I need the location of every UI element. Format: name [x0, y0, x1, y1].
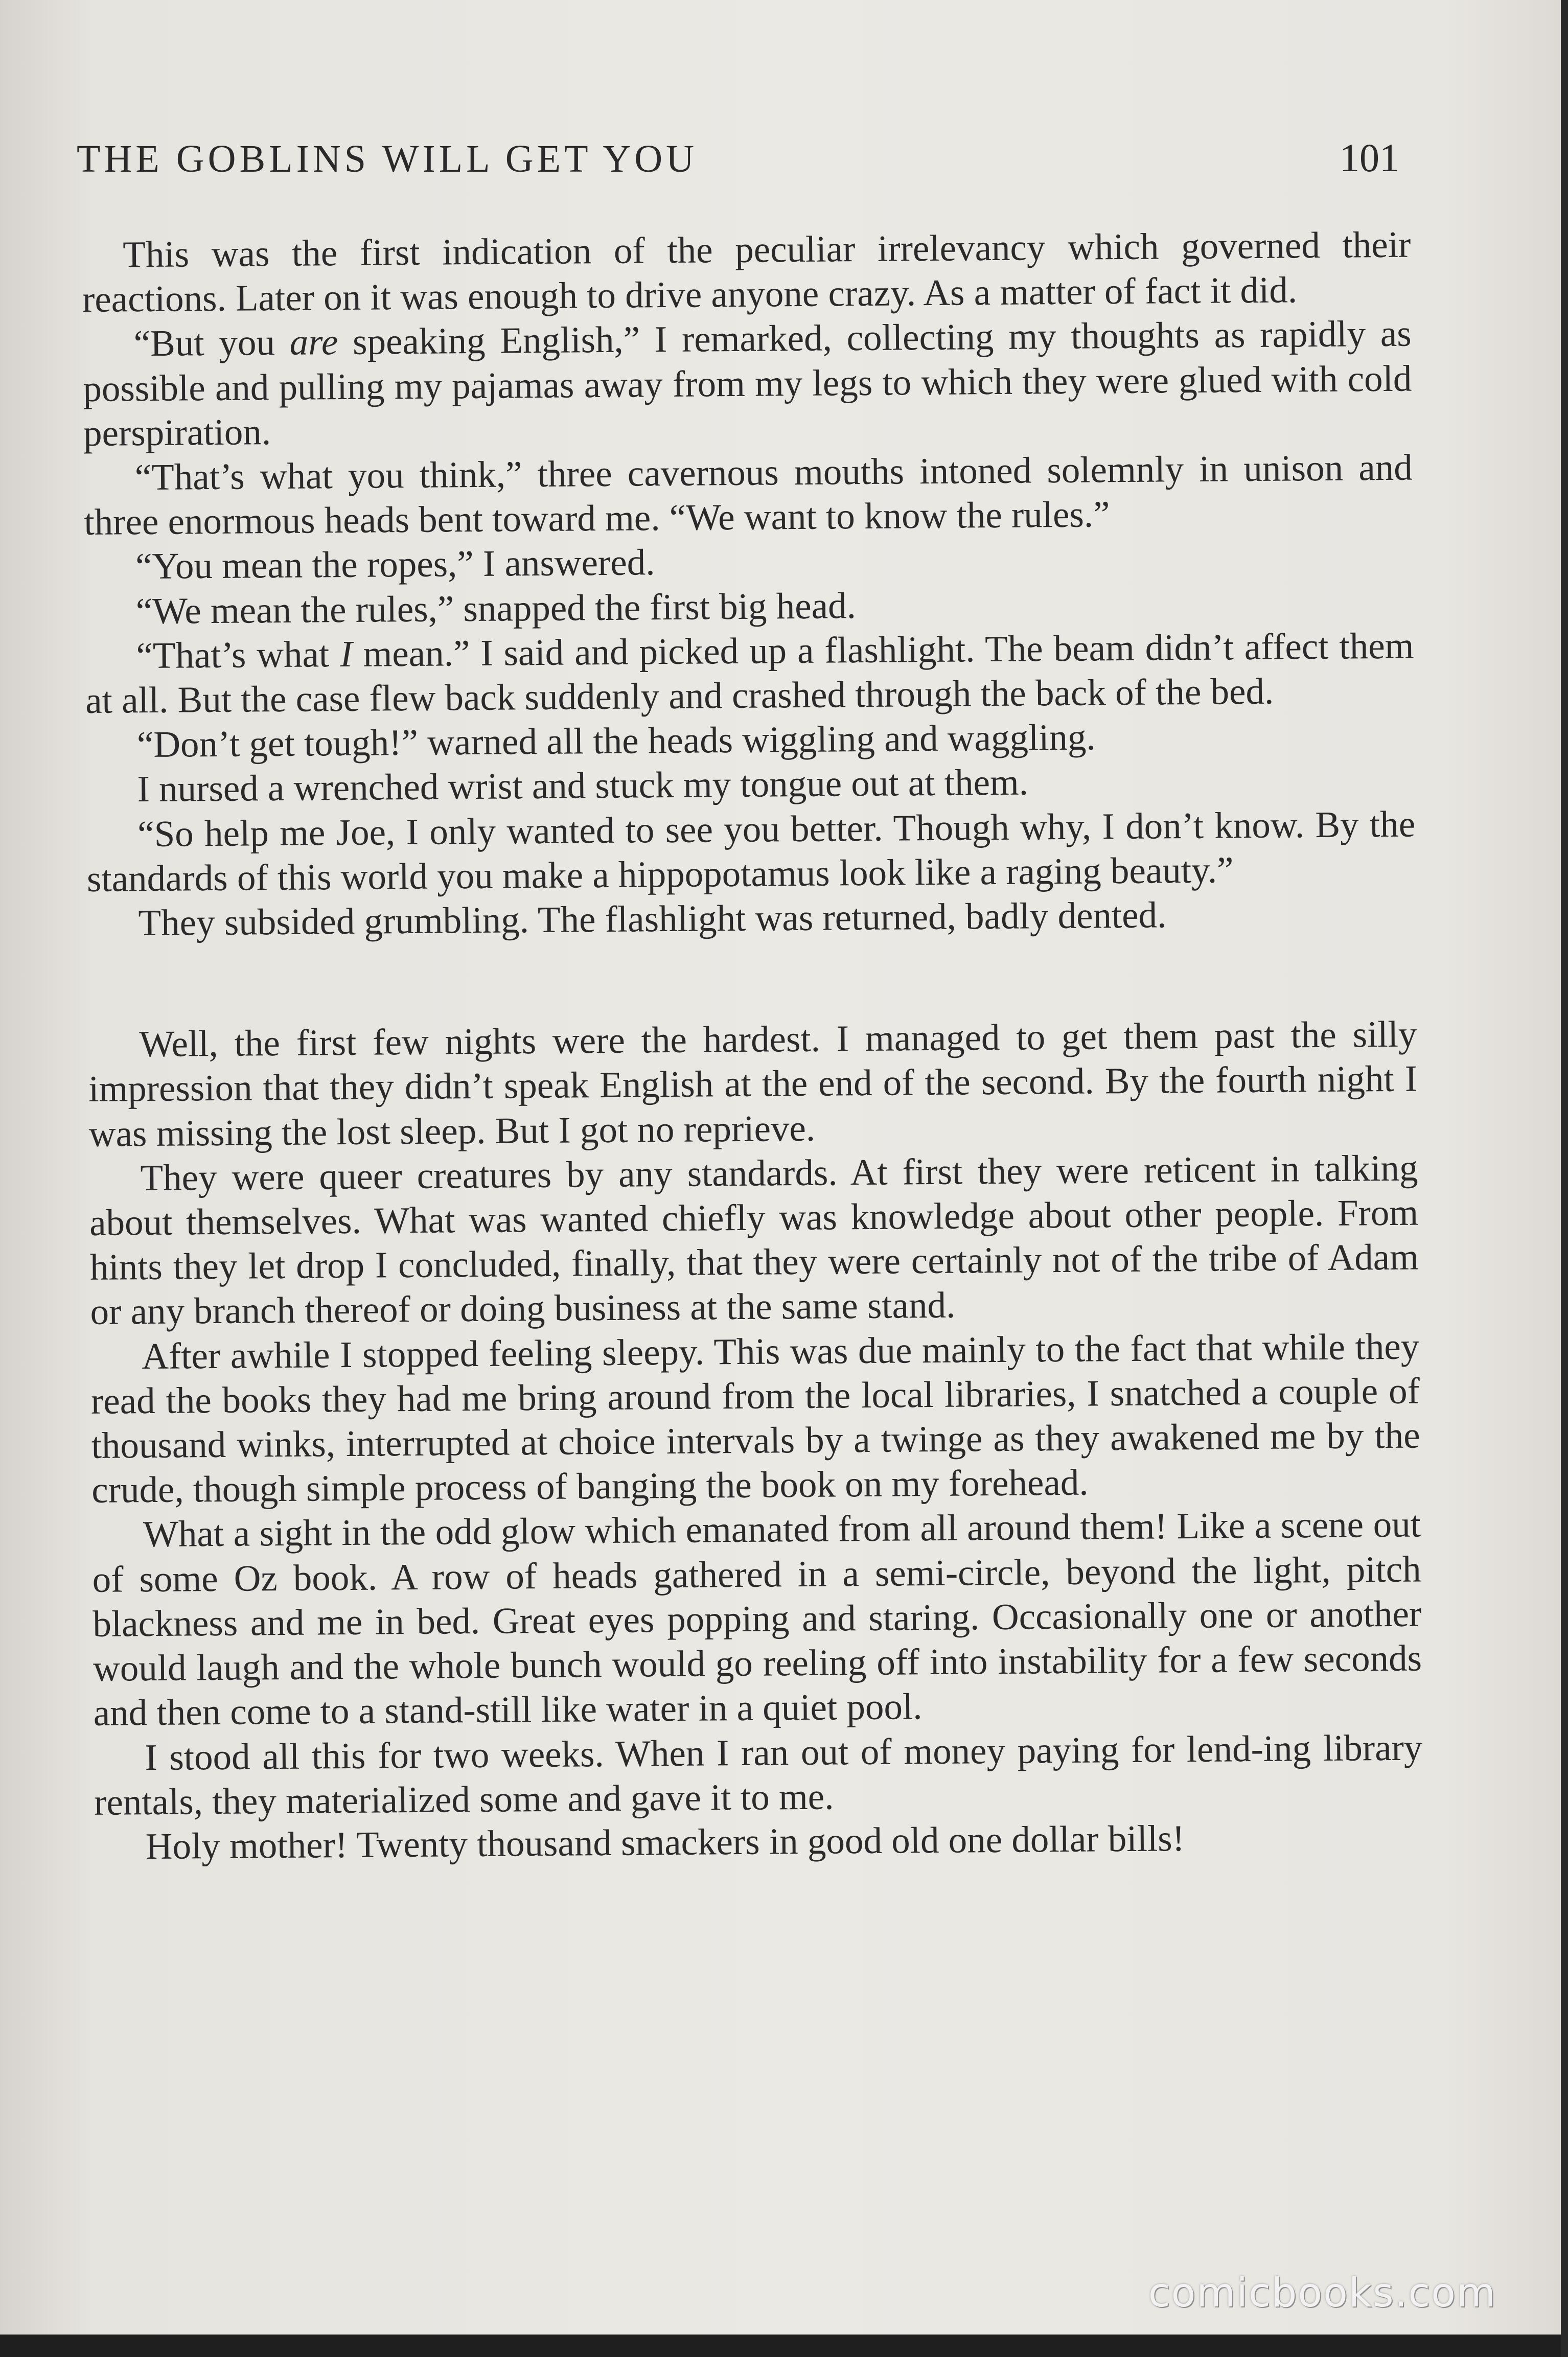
paragraph: “That’s what you think,” three cavernous mouths intoned solemnly in unison and three enormous heads bent toward me. “We want to know the rules.”	[84, 446, 1413, 543]
paragraph: They were queer creatures by any standards. At first they were reticent in talking about themselves. What was wanted chiefly was knowledge about other people. From hints they let drop I concluded, finally, that they were certainly not of the tribe of Adam or any branch thereof or doing business at the same stand.	[89, 1147, 1419, 1333]
paragraph: This was the first indication of the peculiar irrelevancy which governed their reactions. Later on it was enough to drive anyone crazy. As a matter of fact it did.	[82, 223, 1411, 320]
paragraph: “So help me Joe, I only wanted to see you better. Though why, I don’t know. By the standards of this world you make a hippopotamus look like a raging beauty.”	[86, 803, 1416, 899]
page-number: 101	[1340, 135, 1399, 180]
body-text	[82, 222, 1423, 1869]
scan-edge-right	[1561, 0, 1568, 2357]
paragraph: “Don’t get tough!” warned all the heads wiggling and waggling.	[136, 716, 1096, 766]
paragraph: “But you are speaking English,” I remarked, collecting my thoughts as rapidly as possible and pulling my pajamas away from my legs to which they were glued with cold perspiration.	[83, 312, 1412, 454]
paragraph: “That’s what I mean.” I said and picked up a flashlight. The beam didn’t affect them at all. But the case flew back suddenly and crashed through the back of the bed.	[85, 625, 1414, 722]
page-header	[77, 137, 1399, 193]
paragraph: I stood all this for two weeks. When I ran out of money paying for lend-ing library rentals, they materialized some and gave it to me.	[94, 1726, 1423, 1823]
paragraph: Well, the first few nights were the hardest. I managed to get them past the silly impression that they didn’t speak English at the end of the second. By the fourth night I was missing the lost sleep. But I got no reprieve.	[88, 1013, 1418, 1154]
paragraph: “You mean the ropes,” I answered.	[135, 541, 655, 587]
paragraph: “We mean the rules,” snapped the first big head.	[135, 584, 857, 632]
paragraph: Holy mother! Twenty thousand smackers in good old one dollar bills!	[145, 1817, 1185, 1867]
paragraph: I nursed a wrenched wrist and stuck my tongue out at them.	[137, 761, 1029, 810]
scan-edge-bottom	[0, 2335, 1568, 2357]
paragraph: They subsided grumbling. The flashlight was returned, badly dented.	[138, 894, 1167, 944]
watermark: comicbooks.com	[1148, 2270, 1496, 2316]
paragraph: What a sight in the odd glow which emanated from all around them! Like a scene out of some Oz book. A row of heads gathered in a semi-circle, beyond the light, pitch blackness and me in bed. Great eyes popping and staring. Occasionally one or another would laugh and the whole bunch would go reeling off into instability for a few seconds and then come to a stand-still like water in a quiet pool.	[92, 1503, 1422, 1734]
running-head: THE GOBLINS WILL GET YOU	[77, 137, 698, 180]
paragraph: After awhile I stopped feeling sleepy. This was due mainly to the fact that while they read the books they had me bring around from the local libraries, I snatched a couple of thousand winks, interrupted at choice intervals by a twinge as they awakened me by the crude, though simple process of banging the book on my forehead.	[90, 1325, 1420, 1511]
